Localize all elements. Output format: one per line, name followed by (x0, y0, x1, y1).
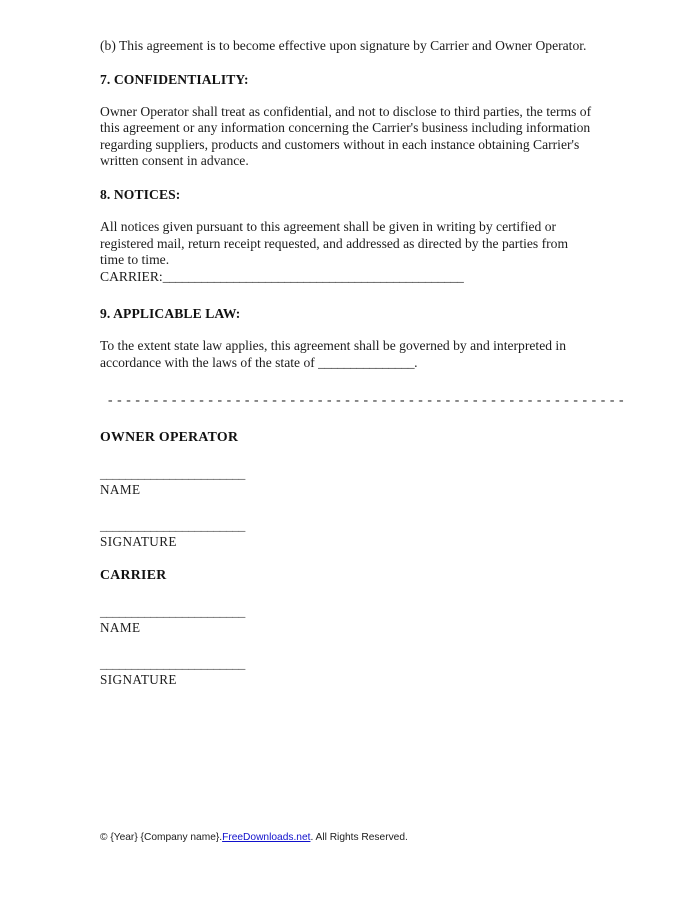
signature-field-label: SIGNATURE (100, 533, 177, 549)
spacer (100, 408, 593, 428)
applicable-law-paragraph (100, 338, 593, 371)
signature-field-label: NAME (100, 481, 141, 497)
applicable-law-text-after: . (414, 354, 418, 370)
signature-party-carrier: CARRIER (100, 566, 167, 582)
signature-rule[interactable]: _______________________ (100, 517, 245, 533)
dashed-separator: - - - - - - - - - - - - - - - - - - - - - - - - - - - - - - - - - - - - - - - - - - - - - - - - - - - - - - - - - (108, 391, 625, 407)
signature-field-carrier-signature (100, 656, 593, 688)
signature-party-owner-operator: OWNER OPERATOR (100, 428, 239, 444)
notices-paragraph: All notices given pursuant to this agreement shall be given in writing by certified or registered mail, return receipt requested, and addressed as directed by the parties from time to time. (100, 218, 569, 268)
spacer (100, 636, 593, 656)
signature-field-carrier-name (100, 604, 593, 636)
spacer (100, 322, 593, 338)
footer-copyright: © {Year} {Company name}. (100, 832, 223, 843)
heading-confidentiality: 7. CONFIDENTIALITY: (100, 71, 249, 87)
carrier-label: CARRIER: (100, 268, 163, 284)
spacer (100, 372, 593, 392)
footer-rights: . All Rights Reserved. (310, 832, 408, 843)
state-fill-blank[interactable]: _______________ (318, 354, 415, 370)
spacer (100, 498, 593, 518)
page-footer (100, 831, 600, 844)
clause-b-paragraph: (b) This agreement is to become effective upon signature by Carrier and Owner Operator. (100, 38, 587, 53)
signature-field-label: SIGNATURE (100, 671, 177, 687)
spacer (100, 550, 593, 566)
spacer (100, 203, 593, 219)
signature-field-owner-signature (100, 518, 593, 550)
spacer (100, 88, 593, 104)
document-body (100, 38, 625, 688)
spacer (100, 584, 593, 604)
applicable-law-text-before: To the extent state law applies, this agreement shall be governed by and interpreted in accordance with the laws of the state of (100, 338, 566, 370)
signature-rule[interactable]: _______________________ (100, 603, 245, 619)
spacer (100, 285, 593, 305)
signature-rule[interactable]: _______________________ (100, 655, 245, 671)
heading-notices: 8. NOTICES: (100, 186, 181, 202)
confidentiality-paragraph: Owner Operator shall treat as confidential, and not to disclose to third parties, the terms of this agreement or any information concerning the Carrier's business including information regarding suppliers, products and customers without in each instance obtaining Carrier's written consent in advance. (100, 103, 592, 169)
spacer (100, 55, 593, 71)
signature-rule[interactable]: _______________________ (100, 465, 245, 481)
carrier-notice-line (100, 269, 593, 286)
signature-field-owner-name (100, 466, 593, 498)
heading-applicable-law: 9. APPLICABLE LAW: (100, 306, 241, 322)
spacer (100, 170, 593, 186)
signature-field-label: NAME (100, 619, 141, 635)
footer-website-link[interactable]: FreeDownloads.net (222, 832, 311, 843)
spacer (100, 446, 593, 466)
carrier-fill-blank[interactable]: _______________________________________________ (162, 268, 464, 284)
